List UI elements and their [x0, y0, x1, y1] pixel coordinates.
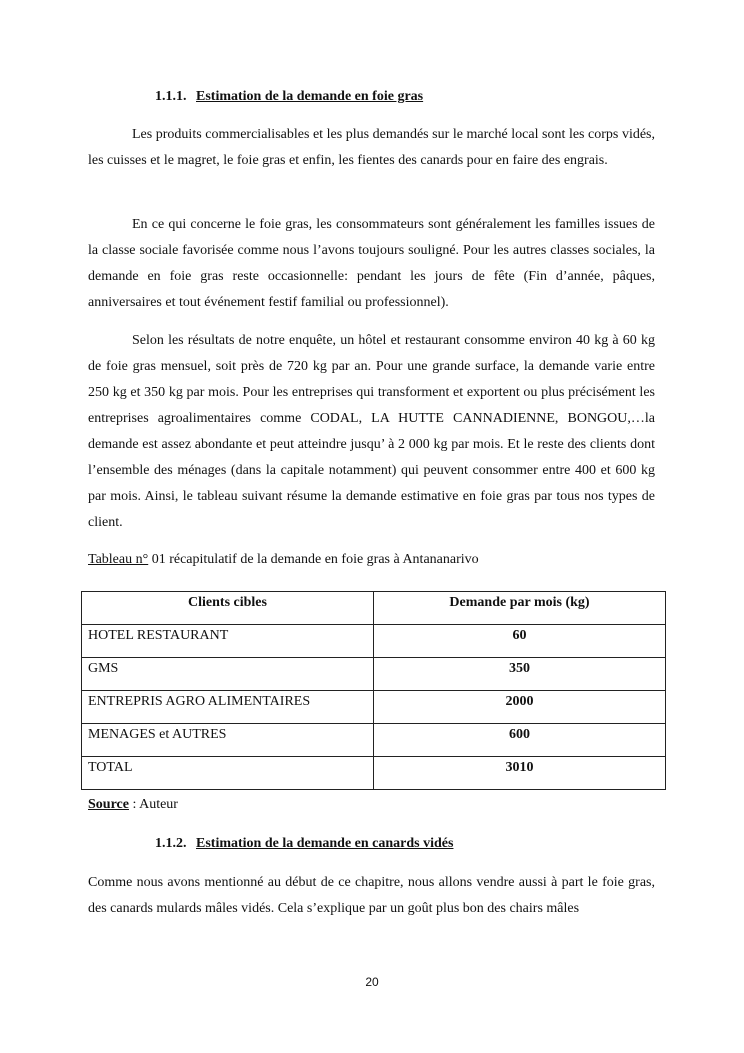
table-caption-ref: Tableau n°	[88, 552, 149, 567]
client-cell: ENTREPRIS AGRO ALIMENTAIRES	[82, 691, 374, 724]
demand-cell: 600	[374, 724, 666, 757]
source-label: Source	[88, 797, 129, 812]
demand-cell: 350	[374, 658, 666, 691]
section-number: 1.1.2.	[155, 836, 187, 851]
demand-table	[81, 591, 666, 790]
paragraph-products: Les produits commercialisables et les plus demandés sur le marché local sont les corps vidés, les cuisses et le magret, le foie gras et enfin, les fientes des canards pour en faire des engrais.	[88, 127, 655, 168]
source-text: : Auteur	[128, 797, 178, 812]
section-number: 1.1.1.	[155, 89, 187, 104]
table-row	[82, 724, 666, 757]
table-caption	[88, 552, 479, 568]
table-row	[82, 658, 666, 691]
demand-cell: 60	[374, 625, 666, 658]
table-header-row	[82, 592, 666, 625]
demand-cell: 3010	[374, 757, 666, 790]
table-row	[82, 625, 666, 658]
demand-cell: 2000	[374, 691, 666, 724]
paragraph-consumers: En ce qui concerne le foie gras, les consommateurs sont généralement les familles issues de la classe sociale favorisée comme nous l’avons toujours souligné. Pour les autres classes sociales, la demande en foie gras reste occasionnelle: pendant les jours de fête (Fin d’année, pâques, anniversaires et tout événement festif familial ou professionnel).	[88, 217, 655, 310]
table-row-total	[82, 757, 666, 790]
section-title: Estimation de la demande en canards vidés	[196, 836, 454, 851]
section-title: Estimation de la demande en foie gras	[196, 89, 424, 104]
section-heading-1-1-1	[155, 89, 423, 105]
page-number: 20	[365, 975, 379, 989]
table-row	[82, 691, 666, 724]
paragraph-ducks: Comme nous avons mentionné au début de ce chapitre, nous allons vendre aussi à part le foie gras, des canards mulards mâles vidés. Cela s’explique par un goût plus bon des chairs mâles	[88, 875, 655, 916]
client-cell: HOTEL RESTAURANT	[82, 625, 374, 658]
table-source	[88, 797, 178, 813]
header-clients: Clients cibles	[82, 592, 374, 625]
paragraph-survey: Selon les résultats de notre enquête, un hôtel et restaurant consomme environ 40 kg à 60 kg de foie gras mensuel, soit près de 720 kg par an. Pour une grande surface, la demande varie entre 250 kg et 350 kg par mois. Pour les entreprises qui transforment et exportent ou plus précisément les entreprises agroalimentaires comme CODAL, LA HUTTE CANNADIENNE, BONGOU,…la demande est assez abondante et peut atteindre jusqu’ à 2 000 kg par mois. Et le reste des clients dont l’ensemble des ménages (dans la capitale notamment) qui peuvent consommer entre 400 et 600 kg par mois. Ainsi, le tableau suivant résume la demande estimative en foie gras par tous nos types de client.	[88, 333, 655, 530]
client-cell: MENAGES et AUTRES	[82, 724, 374, 757]
client-cell: GMS	[82, 658, 374, 691]
header-demand: Demande par mois (kg)	[374, 592, 666, 625]
client-cell: TOTAL	[82, 757, 374, 790]
section-heading-1-1-2	[155, 836, 453, 852]
table-caption-text: 01 récapitulatif de la demande en foie gras à Antananarivo	[148, 552, 479, 567]
